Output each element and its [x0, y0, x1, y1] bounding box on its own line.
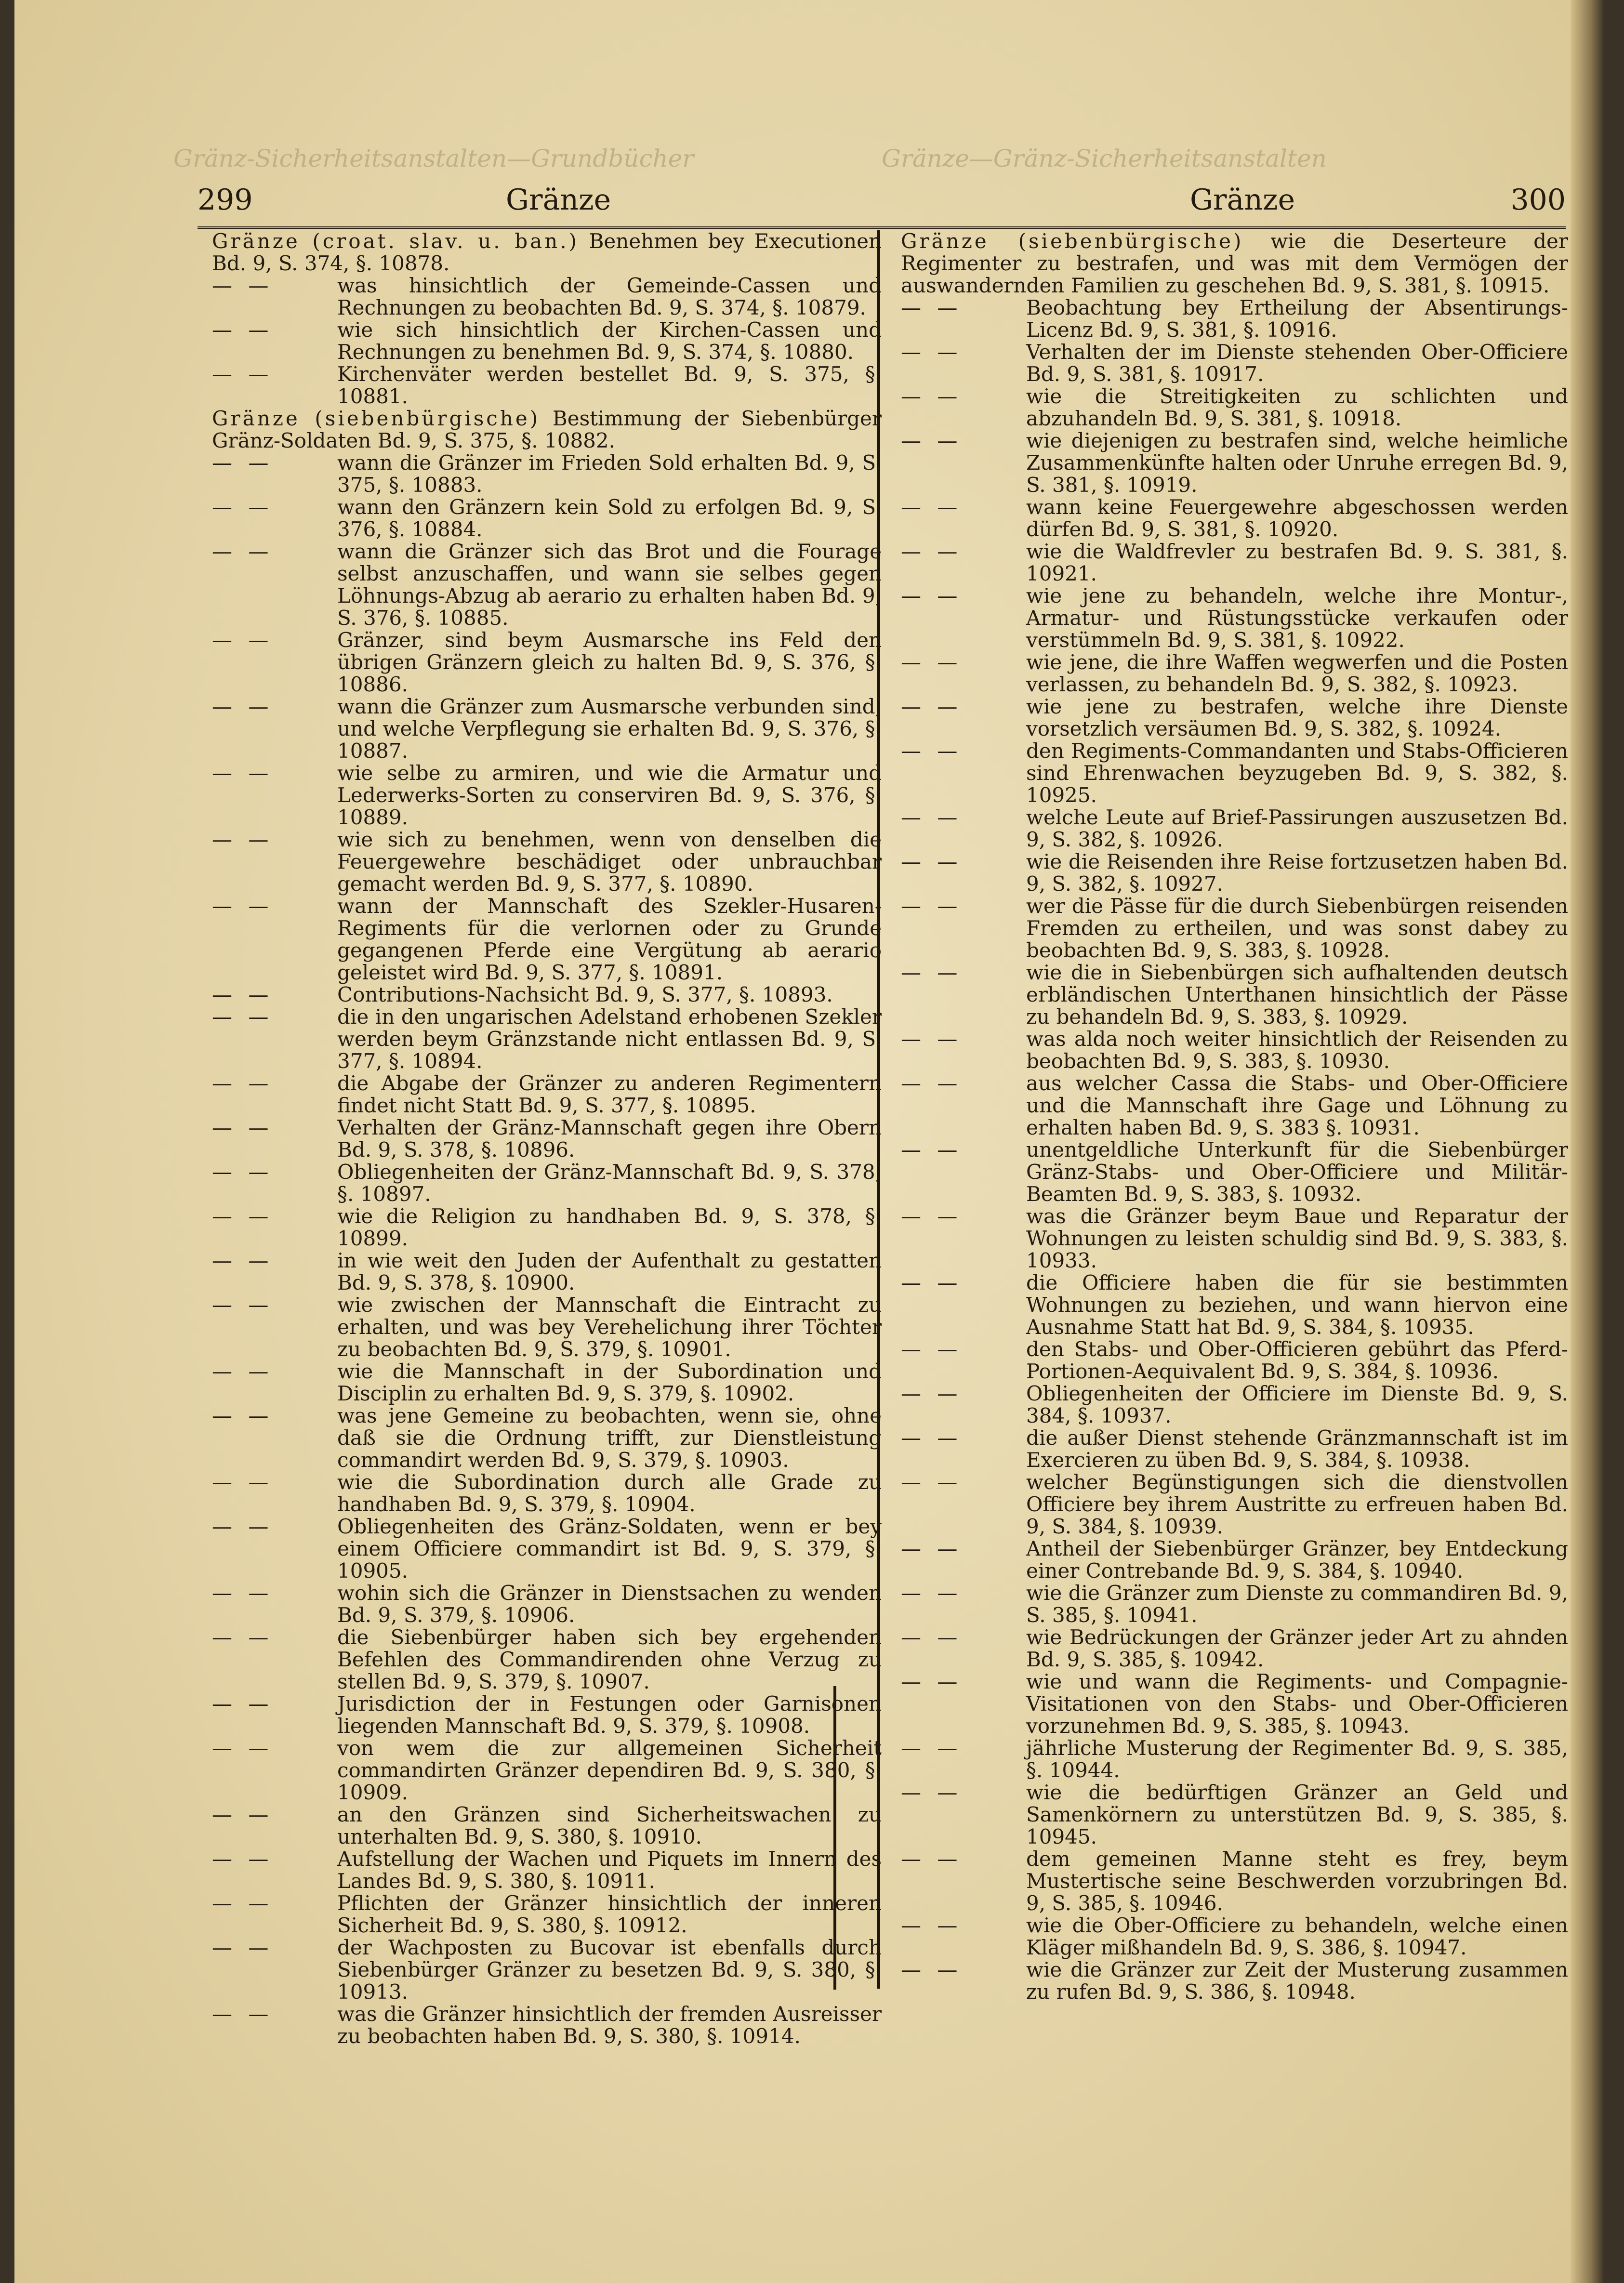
index-entry: [212, 1117, 882, 1161]
ditto-dash: — —: [901, 1913, 963, 1937]
entry-text: Beobachtung bey Ertheilung der Absentirungs-Licenz Bd. 9, S. 381, §. 10916.: [1026, 296, 1568, 342]
ditto-dash: — —: [901, 1470, 963, 1494]
right-running-title: Gränze: [1190, 183, 1295, 217]
ditto-dash: — —: [212, 1515, 274, 1538]
ditto-dash: — —: [901, 1204, 963, 1228]
entry-text: wie sich hinsichtlich der Kirchen-Cassen und Rechnungen zu benehmen Bd. 9, S. 374, §. 10880.: [337, 318, 882, 364]
ditto-dash: — —: [212, 1160, 274, 1184]
entry-text: wann keine Feuergewehre abgeschossen werden dürfen Bd. 9, S. 381, §. 10920.: [1026, 495, 1568, 541]
index-entry: [901, 1028, 1568, 1072]
index-entry: [901, 541, 1568, 585]
ditto-dash: — —: [901, 695, 963, 718]
entry-text: wie jene, die ihre Waffen wegwerfen und die Posten verlassen, zu behandeln Bd. 9, S. 382, §. 10923.: [1026, 650, 1568, 696]
entry-text: wie die Subordination durch alle Grade zu handhaben Bd. 9, S. 379, §. 10904.: [337, 1470, 882, 1516]
index-entry: [901, 230, 1568, 297]
index-entry: [901, 297, 1568, 341]
index-entry: [212, 1626, 882, 1693]
ditto-dash: — —: [901, 805, 963, 829]
ditto-dash: — —: [212, 1936, 274, 1959]
ditto-dash: — —: [212, 540, 274, 563]
ditto-dash: — —: [212, 362, 274, 386]
entry-text: wann die Gränzer im Frieden Sold erhalten Bd. 9, S. 375, §. 10883.: [337, 451, 882, 497]
index-entry: [901, 1427, 1568, 1471]
entry-text: wie selbe zu armiren, und wie die Armatur und Lederwerks-Sorten zu conserviren Bd. 9, S. 376, §. 10889.: [337, 761, 882, 829]
entry-text: der Wachposten zu Bucovar ist ebenfalls durch Siebenbürger Gränzer zu besetzen Bd. 9, S. 380, §. 10913.: [337, 1936, 882, 2004]
entry-text: aus welcher Cassa die Stabs- und Ober-Officiere und die Mannschaft ihre Gage und Löhnung zu erhalten haben Bd. 9, S. 383 §. 10931.: [1026, 1071, 1568, 1139]
entry-text: wie diejenigen zu bestrafen sind, welche heimliche Zusammenkünfte halten oder Unruhe erregen Bd. 9, S. 381, §. 10919.: [1026, 429, 1568, 497]
index-entry: [901, 430, 1568, 496]
entry-text: wann den Gränzern kein Sold zu erfolgen Bd. 9, S. 376, §. 10884.: [337, 495, 882, 541]
book-spine: [1571, 0, 1604, 2283]
index-entry: [212, 1072, 882, 1117]
entry-text: den Stabs- und Ober-Officieren gebührt das Pferd-Portionen-Aequivalent Bd. 9, S. 384, §. 10936.: [1026, 1337, 1568, 1383]
ditto-dash: — —: [901, 1426, 963, 1450]
index-entry: [212, 696, 882, 762]
index-entry: [212, 1937, 882, 2003]
ditto-dash: — —: [212, 1005, 274, 1029]
index-entry: [901, 585, 1568, 651]
entry-heading: Gränze (siebenbürgische): [212, 407, 541, 430]
ditto-dash: — —: [901, 1670, 963, 1693]
entry-text: Kirchenväter werden bestellet Bd. 9, S. 375, §. 10881.: [337, 362, 882, 408]
entry-text: die Siebenbürger haben sich bey ergehenden Befehlen des Commandirenden ohne Verzug zu stellen Bd. 9, S. 379, §. 10907.: [337, 1625, 882, 1693]
ditto-dash: — —: [901, 894, 963, 918]
entry-heading: Gränze (croat. slav. u. ban.): [212, 229, 579, 253]
ditto-dash: — —: [901, 739, 963, 763]
entry-text: Gränzer, sind beym Ausmarsche ins Feld den übrigen Gränzern gleich zu halten Bd. 9, S. 376, §. 10886.: [337, 628, 882, 696]
entry-text: wie die Gränzer zum Dienste zu commandiren Bd. 9, S. 385, §. 10941.: [1026, 1581, 1568, 1627]
index-entry: [901, 851, 1568, 895]
index-entry: [901, 341, 1568, 385]
index-entry: [212, 829, 882, 895]
ditto-dash: — —: [212, 983, 274, 1006]
index-entry: [212, 1804, 882, 1848]
entry-text: jährliche Musterung der Regimenter Bd. 9, S. 385, §. 10944.: [1026, 1736, 1568, 1782]
entry-text: wie die Deserteure der Regimenter zu bestrafen, und was mit dem Vermögen der auswandernden Familien zu geschehen Bd. 9, S. 381, §. 10915.: [901, 229, 1568, 297]
ditto-dash: — —: [212, 894, 274, 918]
index-entry: [212, 895, 882, 984]
right-column: [901, 230, 1568, 2003]
show-through-text-left: Gränz-Sicherheitsanstalten—Grundbücher: [173, 145, 694, 172]
entry-text: wie die Reisenden ihre Reise fortzusetzen haben Bd. 9, S. 382, §. 10927.: [1026, 850, 1568, 896]
index-entry: [901, 696, 1568, 740]
show-through-text-right: Gränze—Gränz-Sicherheitsanstalten: [882, 145, 1327, 172]
ditto-dash: — —: [901, 1537, 963, 1560]
entry-heading: Gränze (siebenbürgische): [901, 229, 1244, 253]
index-entry: [212, 1006, 882, 1072]
ditto-dash: — —: [901, 1271, 963, 1294]
ditto-dash: — —: [212, 1204, 274, 1228]
entry-text: Obliegenheiten der Officiere im Dienste Bd. 9, S. 384, §. 10937.: [1026, 1382, 1568, 1427]
entry-text: wie die Gränzer zur Zeit der Musterung zusammen zu rufen Bd. 9, S. 386, §. 10948.: [1026, 1958, 1568, 2004]
index-entry: [901, 385, 1568, 430]
index-entry: [212, 363, 882, 408]
ditto-dash: — —: [901, 1625, 963, 1649]
ditto-dash: — —: [901, 1138, 963, 1161]
ditto-dash: — —: [212, 695, 274, 718]
entry-text: wie sich zu benehmen, wenn von denselben die Feuergewehre beschädiget oder unbrauchbar gemacht werden Bd. 9, S. 377, §. 10890.: [337, 828, 882, 896]
index-entry: [212, 1405, 882, 1471]
index-entry: [901, 1205, 1568, 1272]
index-entry: [212, 1516, 882, 1582]
entry-text: die in den ungarischen Adelstand erhobenen Szekler werden beym Gränzstande nicht entlassen Bd. 9, S. 377, §. 10894.: [337, 1005, 882, 1073]
right-page-number: 300: [1510, 183, 1566, 217]
ditto-dash: — —: [901, 1337, 963, 1361]
ditto-dash: — —: [901, 961, 963, 984]
entry-text: wie die Mannschaft in der Subordination und Disciplin zu erhalten Bd. 9, S. 379, §. 10902.: [337, 1359, 882, 1405]
entry-text: wann die Gränzer zum Ausmarsche verbunden sind, und welche Verpflegung sie erhalten Bd. 9, S. 376, §. 10887.: [337, 695, 882, 763]
entry-text: Jurisdiction der in Festungen oder Garnisonen liegenden Mannschaft Bd. 9, S. 379, §. 10908.: [337, 1692, 882, 1738]
index-entry: [901, 1383, 1568, 1427]
entry-text: wann der Mannschaft des Szekler-Husaren-Regiments für die verlornen oder zu Grunde gegangenen Pferde eine Vergütung ab aerario geleistet wird Bd. 9, S. 377, §. 10891.: [337, 894, 882, 984]
entry-text: die außer Dienst stehende Gränzmannschaft ist im Exercieren zu üben Bd. 9, S. 384, §. 10938.: [1026, 1426, 1568, 1472]
entry-text: wie die in Siebenbürgen sich aufhaltenden deutsch erbländischen Unterthanen hinsichtlich der Pässe zu behandeln Bd. 9, S. 383, §. 10929.: [1026, 961, 1568, 1029]
entry-text: Benehmen bey Executionen Bd. 9, S. 374, §. 10878.: [212, 229, 882, 275]
entry-text: von wem die zur allgemeinen Sicherheit commandirten Gränzer dependiren Bd. 9, S. 380, §. 10909.: [337, 1736, 882, 1804]
index-entry: [212, 1205, 882, 1250]
book-page: [14, 0, 1604, 2283]
entry-text: wie die Religion zu handhaben Bd. 9, S. 378, §. 10899.: [337, 1204, 882, 1250]
ditto-dash: — —: [901, 540, 963, 563]
ditto-dash: — —: [901, 1847, 963, 1871]
ditto-dash: — —: [212, 1581, 274, 1605]
entry-text: die Officiere haben die für sie bestimmten Wohnungen zu beziehen, und wann hiervon eine Ausnahme Statt hat Bd. 9, S. 384, §. 10935.: [1026, 1271, 1568, 1339]
ditto-dash: — —: [212, 1625, 274, 1649]
index-entry: [212, 541, 882, 629]
index-entry: [212, 452, 882, 496]
ditto-dash: — —: [212, 1692, 274, 1716]
ditto-dash: — —: [901, 340, 963, 364]
entry-text: Pflichten der Gränzer hinsichtlich der inneren Sicherheit Bd. 9, S. 380, §. 10912.: [337, 1891, 882, 1937]
index-entry: [901, 1848, 1568, 1914]
entry-text: an den Gränzen sind Sicherheitswachen zu unterhalten Bd. 9, S. 380, §. 10910.: [337, 1803, 882, 1848]
entry-text: welche Leute auf Brief-Passirungen auszusetzen Bd. 9, S. 382, §. 10926.: [1026, 805, 1568, 851]
ditto-dash: — —: [901, 1736, 963, 1760]
index-entry: [901, 496, 1568, 541]
entry-text: wie die bedürftigen Gränzer an Geld und Samenkörnern zu unterstützen Bd. 9, S. 385, §. 10945.: [1026, 1781, 1568, 1848]
ditto-dash: — —: [212, 1404, 274, 1427]
index-entry: [212, 1471, 882, 1516]
entry-text: Verhalten der im Dienste stehenden Ober-Officiere Bd. 9, S. 381, §. 10917.: [1026, 340, 1568, 386]
index-entry: [901, 962, 1568, 1028]
header-rule: [198, 226, 1566, 229]
index-entry: [212, 762, 882, 829]
index-entry: [212, 1693, 882, 1737]
entry-text: unentgeldliche Unterkunft für die Siebenbürger Gränz-Stabs- und Ober-Officiere und Militär-Beamten Bd. 9, S. 383, §. 10932.: [1026, 1138, 1568, 1206]
ditto-dash: — —: [901, 1958, 963, 1981]
ditto-dash: — —: [901, 384, 963, 408]
running-header: [198, 183, 1566, 222]
index-entry: [901, 1272, 1568, 1338]
ditto-dash: — —: [212, 1359, 274, 1383]
index-entry: [212, 2003, 882, 2047]
entry-text: wie und wann die Regiments- und Compagnie-Visitationen von den Stabs- und Ober-Officieren vorzunehmen Bd. 9, S. 385, §. 10943.: [1026, 1670, 1568, 1738]
index-entry: [901, 895, 1568, 962]
entry-text: was hinsichtlich der Gemeinde-Cassen und Rechnungen zu beobachten Bd. 9, S. 374, §. 10879.: [337, 274, 882, 319]
ditto-dash: — —: [212, 1071, 274, 1095]
ditto-dash: — —: [901, 584, 963, 607]
index-entry: [901, 1072, 1568, 1139]
entry-text: Contributions-Nachsicht Bd. 9, S. 377, §. 10893.: [337, 983, 833, 1006]
left-running-title: Gränze: [506, 183, 611, 217]
entry-text: Obliegenheiten des Gränz-Soldaten, wenn er bey einem Officiere commandirt ist Bd. 9, S. 379, §. 10905.: [337, 1515, 882, 1583]
index-entry: [212, 984, 882, 1006]
index-entry: [901, 1782, 1568, 1848]
entry-text: wie zwischen der Mannschaft die Eintracht zu erhalten, und was bey Verehelichung ihrer Töchter zu beobachten Bd. 9, S. 379, §. 10901.: [337, 1293, 882, 1361]
index-entry: [901, 1737, 1568, 1782]
entry-text: wie Bedrückungen der Gränzer jeder Art zu ahnden Bd. 9, S. 385, §. 10942.: [1026, 1625, 1568, 1671]
left-page-number: 299: [198, 183, 253, 217]
left-column: [212, 230, 882, 2047]
ditto-dash: — —: [212, 1249, 274, 1272]
entry-text: welcher Begünstigungen sich die dienstvollen Officiere bey ihrem Austritte zu erfreuen haben Bd. 9, S. 384, §. 10939.: [1026, 1470, 1568, 1538]
ditto-dash: — —: [212, 1803, 274, 1826]
entry-text: wie die Streitigkeiten zu schlichten und abzuhandeln Bd. 9, S. 381, §. 10918.: [1026, 384, 1568, 430]
entry-text: wohin sich die Gränzer in Dienstsachen zu wenden Bd. 9, S. 379, §. 10906.: [337, 1581, 882, 1627]
entry-text: Aufstellung der Wachen und Piquets im Innern des Landes Bd. 9, S. 380, §. 10911.: [337, 1847, 882, 1893]
index-entry: [212, 496, 882, 541]
entry-text: in wie weit den Juden der Aufenthalt zu gestatten Bd. 9, S. 378, §. 10900.: [337, 1249, 882, 1294]
index-entry: [901, 740, 1568, 806]
entry-text: wer die Pässe für die durch Siebenbürgen reisenden Fremden zu ertheilen, und was sonst dabey zu beobachten Bd. 9, S. 383, §. 10928.: [1026, 894, 1568, 962]
ditto-dash: — —: [212, 1293, 274, 1317]
index-entry: [212, 629, 882, 696]
index-entry: [212, 1161, 882, 1205]
ditto-dash: — —: [212, 2002, 274, 2026]
ditto-dash: — —: [901, 1781, 963, 1804]
index-entry: [212, 230, 882, 275]
ditto-dash: — —: [901, 296, 963, 319]
entry-text: Obliegenheiten der Gränz-Mannschaft Bd. 9, S. 378, §. 10897.: [337, 1160, 882, 1206]
index-entry: [212, 1360, 882, 1405]
index-entry: [901, 651, 1568, 696]
ditto-dash: — —: [901, 1581, 963, 1605]
index-entry: [901, 1139, 1568, 1205]
index-entry: [901, 1538, 1568, 1582]
ditto-dash: — —: [212, 274, 274, 297]
index-entry: [901, 1671, 1568, 1737]
index-entry: [212, 1892, 882, 1937]
ditto-dash: — —: [901, 850, 963, 873]
index-entry: [901, 1582, 1568, 1626]
entry-text: was alda noch weiter hinsichtlich der Reisenden zu beobachten Bd. 9, S. 383, §. 10930.: [1026, 1027, 1568, 1073]
index-entry: [212, 1848, 882, 1892]
entry-text: Verhalten der Gränz-Mannschaft gegen ihre Obern Bd. 9, S. 378, §. 10896.: [337, 1116, 882, 1161]
index-entry: [212, 275, 882, 319]
ditto-dash: — —: [212, 1736, 274, 1760]
index-entry: [212, 1250, 882, 1294]
ditto-dash: — —: [901, 1382, 963, 1405]
entry-text: wie die Ober-Officiere zu behandeln, welche einen Kläger mißhandeln Bd. 9, S. 386, §. 10947.: [1026, 1913, 1568, 1959]
index-entry: [901, 1959, 1568, 2003]
ditto-dash: — —: [901, 1027, 963, 1051]
entry-text: dem gemeinen Manne steht es frey, beym Mustertische seine Beschwerden vorzubringen Bd. 9, S. 385, §. 10946.: [1026, 1847, 1568, 1915]
entry-text: wie jene zu behandeln, welche ihre Montur-, Armatur- und Rüstungsstücke verkaufen oder verstümmeln Bd. 9, S. 381, §. 10922.: [1026, 584, 1568, 652]
entry-text: wie jene zu bestrafen, welche ihre Dienste vorsetzlich versäumen Bd. 9, S. 382, §. 10924.: [1026, 695, 1568, 740]
ditto-dash: — —: [901, 1071, 963, 1095]
ditto-dash: — —: [212, 761, 274, 785]
ditto-dash: — —: [901, 429, 963, 452]
ditto-dash: — —: [212, 628, 274, 652]
ditto-dash: — —: [901, 495, 963, 519]
ditto-dash: — —: [212, 451, 274, 475]
index-entry: [901, 1471, 1568, 1538]
ditto-dash: — —: [212, 318, 274, 342]
entry-text: den Regiments-Commandanten und Stabs-Officieren sind Ehrenwachen beyzugeben Bd. 9, S. 382, §. 10925.: [1026, 739, 1568, 807]
index-entry: [212, 1582, 882, 1626]
index-entry: [212, 1294, 882, 1360]
entry-text: wann die Gränzer sich das Brot und die Fourage selbst anzuschaffen, und wann sie selbes gegen Löhnungs-Abzug ab aerario zu erhalten haben Bd. 9, S. 376, §. 10885.: [337, 540, 882, 630]
index-entry: [212, 319, 882, 363]
entry-text: Bestimmung der Siebenbürger Gränz-Soldaten Bd. 9, S. 375, §. 10882.: [212, 407, 882, 452]
ditto-dash: — —: [212, 828, 274, 851]
entry-text: die Abgabe der Gränzer zu anderen Regimentern findet nicht Statt Bd. 9, S. 377, §. 10895.: [337, 1071, 882, 1117]
ditto-dash: — —: [212, 1891, 274, 1915]
ditto-dash: — —: [212, 495, 274, 519]
index-entry: [901, 806, 1568, 851]
index-entry: [212, 1737, 882, 1804]
index-entry: [901, 1338, 1568, 1383]
entry-text: wie die Waldfrevler zu bestrafen Bd. 9. S. 381, §. 10921.: [1026, 540, 1568, 585]
index-entry: [901, 1914, 1568, 1959]
index-entry: [901, 1626, 1568, 1671]
ditto-dash: — —: [212, 1847, 274, 1871]
ditto-dash: — —: [212, 1470, 274, 1494]
entry-text: was die Gränzer hinsichtlich der fremden Ausreisser zu beobachten haben Bd. 9, S. 380, §. 10914.: [337, 2002, 882, 2048]
index-entry: [212, 408, 882, 452]
entry-text: was die Gränzer beym Baue und Reparatur der Wohnungen zu leisten schuldig sind Bd. 9, S. 383, §. 10933.: [1026, 1204, 1568, 1272]
entry-text: was jene Gemeine zu beobachten, wenn sie, ohne daß sie die Ordnung trifft, zur Dienstleistung commandirt werden Bd. 9, S. 379, §. 10903.: [337, 1404, 882, 1472]
entry-text: Antheil der Siebenbürger Gränzer, bey Entdeckung einer Contrebande Bd. 9, S. 384, §. 10940.: [1026, 1537, 1568, 1583]
ditto-dash: — —: [901, 650, 963, 674]
ditto-dash: — —: [212, 1116, 274, 1139]
